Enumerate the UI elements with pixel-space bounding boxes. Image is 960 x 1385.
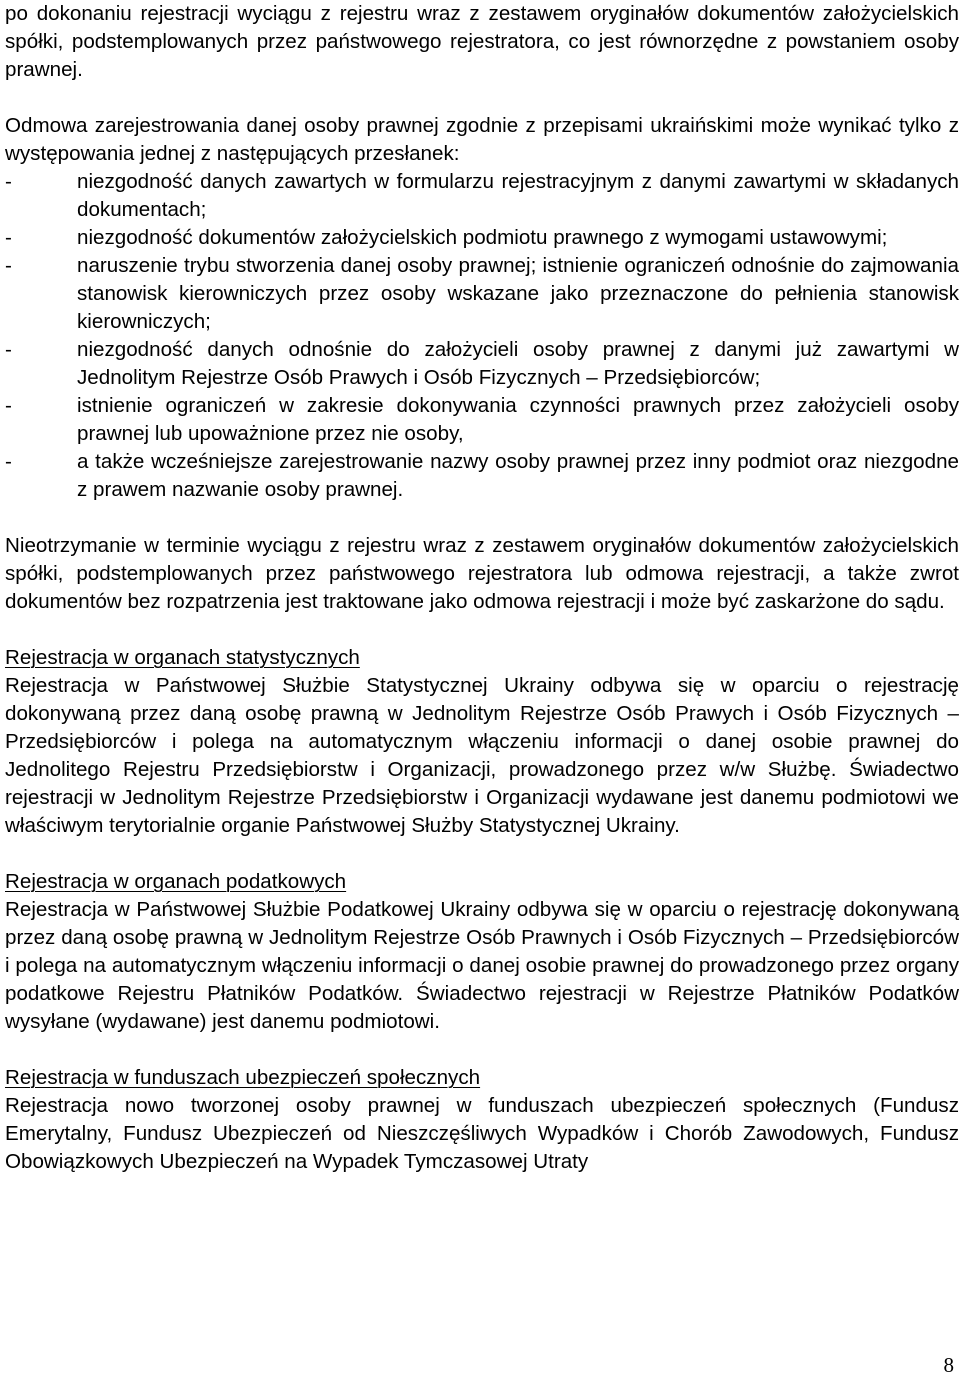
list-dash: - (5, 450, 12, 473)
intro-paragraph: po dokonaniu rejestracji wyciągu z rejestru wraz z zestawem oryginałów dokumentów założycielskich spółki, podstemplowanych przez państwowego rejestratora, co jest równorzędne z powstaniem osoby prawnej. (5, 2, 959, 81)
list-item (5, 252, 959, 336)
list-item-text: naruszenie trybu stworzenia danej osoby prawnej; istnienie ograniczeń odnośnie do zajmowania stanowisk kierowniczych przez osoby wskazane jako przeznaczone do pełnienia stanowisk kierowniczych; (77, 254, 959, 333)
list-dash: - (5, 170, 12, 193)
list-item-text: niezgodność danych odnośnie do założycieli osoby prawnej z danymi już zawartymi w Jednolitym Rejestrze Osób Prawych i Osób Fizycznych – Przedsiębiorców; (77, 338, 959, 389)
social-section (5, 1064, 959, 1176)
list-item-text: a także wcześniejsze zarejestrowanie nazwy osoby prawnej przez inny podmiot oraz niezgodne z prawem nazwanie osoby prawnej. (77, 450, 959, 501)
statistics-paragraph: Rejestracja w Państwowej Służbie Statystycznej Ukrainy odbywa się w oparciu o rejestrację dokonywaną przez daną osobę prawną w Jednolitym Rejestrze Osób Prawych i Osób Fizycznych – Przedsiębiorców i polega na automatycznym włączeniu informacji o danej osobie prawnej do Jednolitego Rejestru Przedsiębiorstw i Organizacji, prowadzonego przez w/w Służbę. Świadectwo rejestracji w Jednolitym Rejestrze Przedsiębiorstw i Organizacji wydawane jest danemu podmiotowi we właściwym terytorialnie organie Państwowej Służby Statystycznej Ukrainy. (5, 674, 959, 837)
list-dash: - (5, 226, 12, 249)
tax-section (5, 868, 959, 1036)
section-heading-tax: Rejestracja w organach podatkowych (5, 870, 347, 893)
list-item-text: niezgodność dokumentów założycielskich podmiotu prawnego z wymogami ustawowymi; (77, 226, 888, 249)
refusal-list (5, 168, 959, 504)
social-paragraph: Rejestracja nowo tworzonej osoby prawnej w funduszach ubezpieczeń społecznych (Fundusz Emerytalny, Fundusz Ubezpieczeń od Nieszczęśliwych Wypadków i Chorób Zawodowych, Fundusz Obowiązkowych Ubezpieczeń na Wypadek Tymczasowej Utraty (5, 1094, 959, 1173)
list-item (5, 224, 959, 252)
list-dash: - (5, 254, 12, 277)
page-number: 8 (943, 1353, 954, 1377)
list-item (5, 448, 959, 504)
list-item-text: niezgodność danych zawartych w formularzu rejestracyjnym z danymi zawartymi w składanych dokumentach; (77, 170, 959, 221)
refusal-section (5, 112, 959, 504)
list-dash: - (5, 338, 12, 361)
section-heading-social: Rejestracja w funduszach ubezpieczeń społecznych (5, 1066, 481, 1089)
list-item (5, 392, 959, 448)
list-item-text: istnienie ograniczeń w zakresie dokonywania czynności prawnych przez założycieli osoby prawnej lub upoważnione przez nie osoby, (77, 394, 959, 445)
section-heading-statistics: Rejestracja w organach statystycznych (5, 646, 360, 669)
list-item (5, 336, 959, 392)
tax-paragraph: Rejestracja w Państwowej Służbie Podatkowej Ukrainy odbywa się w oparciu o rejestrację dokonywaną przez daną osobę prawną w Jednolitym Rejestrze Osób Prawnych i Osób Fizycznych – Przedsiębiorców i polega na automatycznym włączeniu informacji o danej osobie prawnej do prowadzonego przez organy podatkowe Rejestru Płatników Podatków. Świadectwo rejestracji w Rejestrze Płatników Podatków wysyłane (wydawane) jest danemu podmiotowi. (5, 898, 959, 1033)
list-dash: - (5, 394, 12, 417)
statistics-section (5, 644, 959, 840)
refusal-lead: Odmowa zarejestrowania danej osoby prawnej zgodnie z przepisami ukraińskimi może wynikać tylko z występowania jednej z następujących przesłanek: (5, 114, 959, 165)
nonreceipt-paragraph: Nieotrzymanie w terminie wyciągu z rejestru wraz z zestawem oryginałów dokumentów założycielskich spółki, podstemplowanych przez państwowego rejestratora lub odmowa rejestracji, a także zwrot dokumentów bez rozpatrzenia jest traktowane jako odmowa rejestracji i może być zaskarżone do sądu. (5, 534, 959, 613)
list-item (5, 168, 959, 224)
document-page (5, 0, 959, 1176)
